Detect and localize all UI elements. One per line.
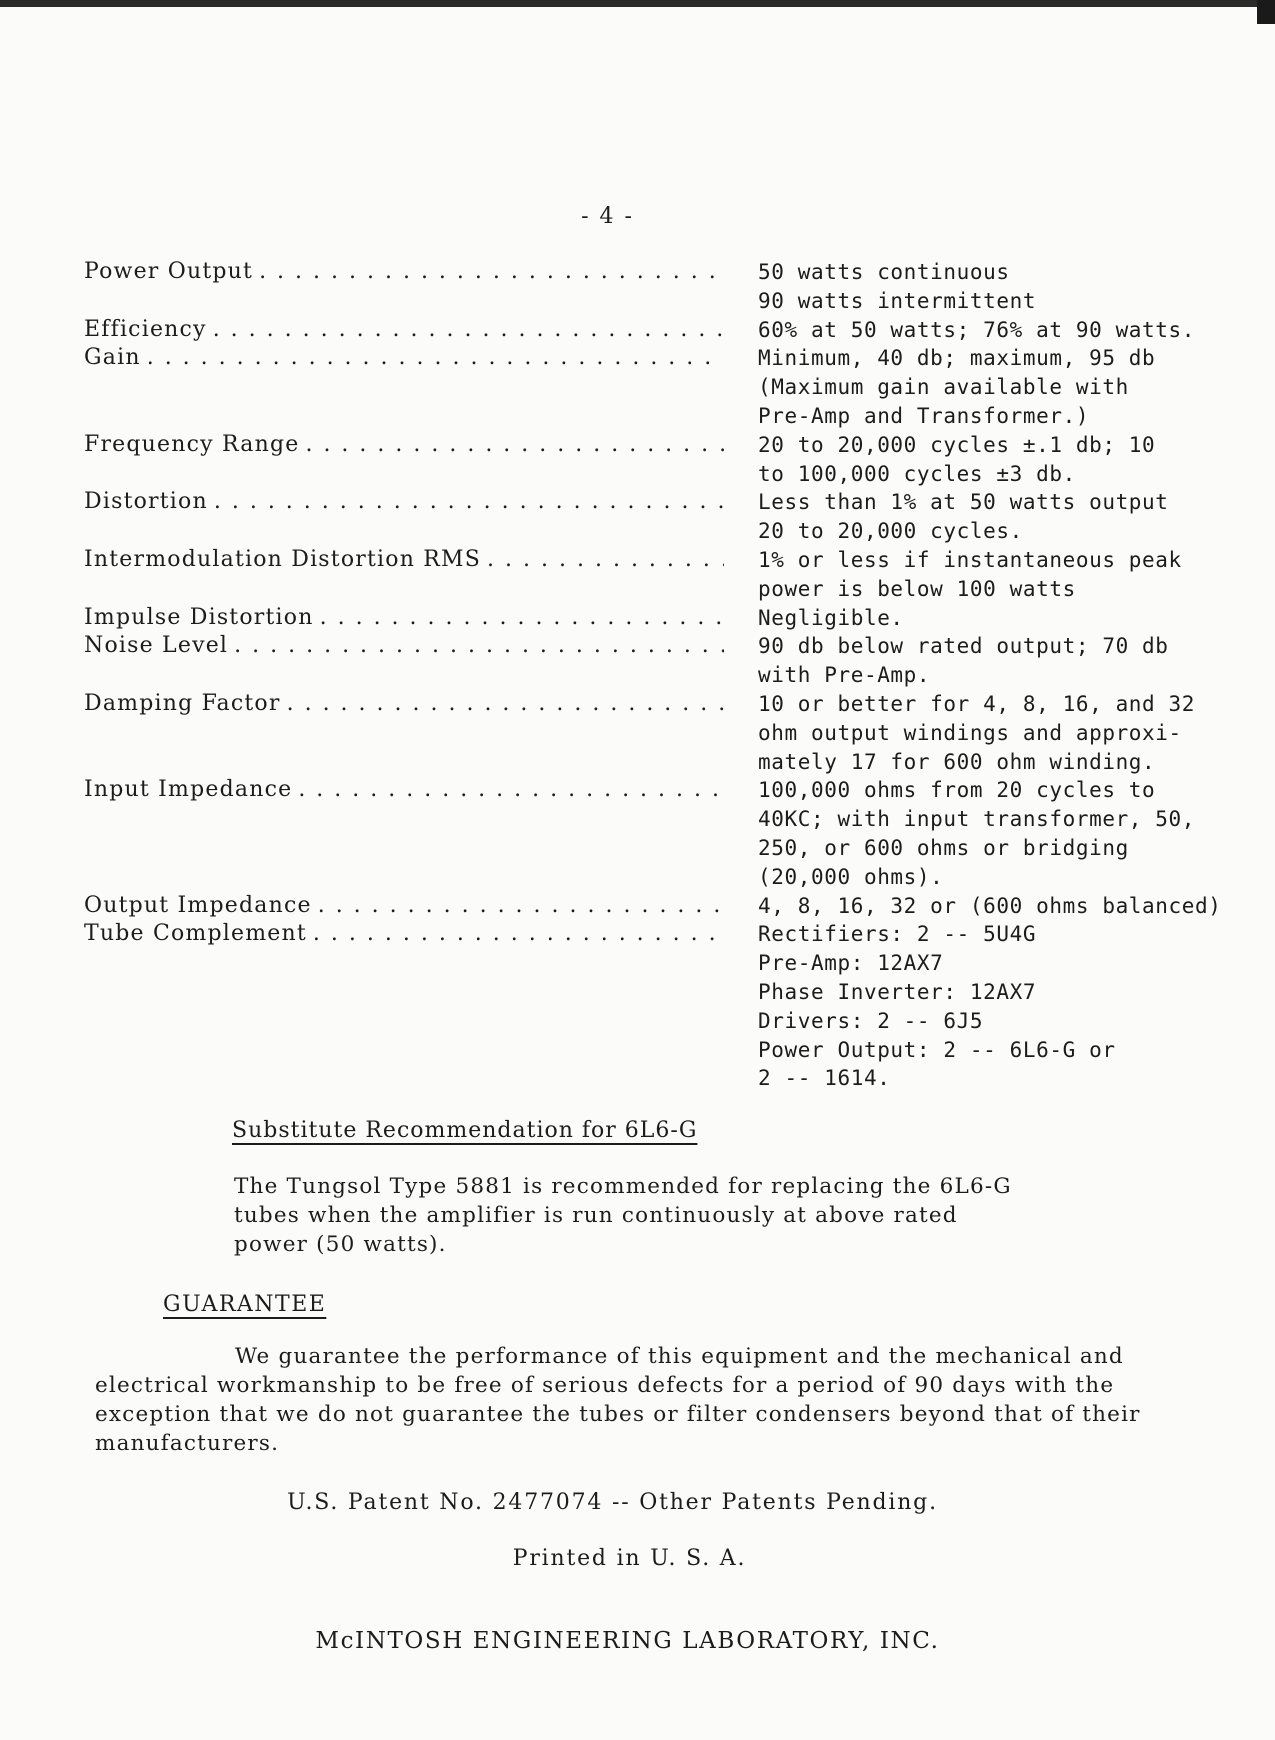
paragraph-line: electrical workmanship to be free of serious defects for a period of 90 days with the <box>95 1373 1115 1398</box>
spec-value-line: Drivers: 2 -- 6J5 <box>758 1008 984 1033</box>
spec-value-line: 50 watts continuous <box>758 260 1010 284</box>
scan-corner-edge <box>1257 0 1275 24</box>
leader-dots <box>318 892 724 921</box>
spec-value-line: 4, 8, 16, 32 or (600 ohms balanced) <box>758 893 1222 918</box>
spec-value-line: ohm output windings and approxi- <box>758 720 1182 745</box>
spec-value-line: 90 db below rated output; 70 db <box>758 634 1169 659</box>
substitute-paragraph <box>234 1172 1012 1259</box>
spec-value <box>758 776 1214 891</box>
spec-row <box>84 344 1214 430</box>
spec-value-line: 2 -- 1614. <box>758 1066 891 1091</box>
spec-value <box>758 892 1222 921</box>
spec-value-line: power is below 100 watts <box>758 576 1076 601</box>
spec-row <box>84 632 1214 690</box>
leader-dots <box>305 431 724 460</box>
paragraph-line: exception that we do not guarantee the tubes or filter condensers beyond that of their <box>95 1402 1141 1427</box>
spec-label: Noise Level <box>84 633 229 659</box>
guarantee-paragraph <box>95 1342 1141 1458</box>
spec-value-line: 250, or 600 ohms or bridging <box>758 835 1129 860</box>
spec-label: Intermodulation Distortion RMS <box>84 546 482 572</box>
spec-value-line: 40KC; with input transformer, 50, <box>758 807 1196 832</box>
leader-dots <box>320 604 724 633</box>
spec-value <box>758 488 1214 546</box>
paragraph-line: We guarantee the performance of this equipment and the mechanical and <box>235 1344 1124 1369</box>
spec-value-line: 90 watts intermittent <box>758 288 1037 313</box>
guarantee-heading: GUARANTEE <box>163 1292 327 1317</box>
spec-value-line: 20 to 20,000 cycles ±.1 db; 10 <box>758 432 1156 457</box>
spec-value-line: Pre-Amp and Transformer.) <box>758 403 1090 428</box>
leader-dots <box>234 632 724 661</box>
spec-label: Gain <box>84 345 141 371</box>
spec-value-line: Pre-Amp: 12AX7 <box>758 951 944 976</box>
spec-value <box>758 258 1214 316</box>
spec-value <box>758 316 1214 345</box>
company-name: McINTOSH ENGINEERING LABORATORY, INC. <box>315 1628 940 1654</box>
spec-row <box>84 316 1214 345</box>
leader-dots <box>147 344 724 373</box>
leader-dots <box>259 258 724 287</box>
spec-label: Impulse Distortion <box>84 604 314 630</box>
leader-dots <box>313 920 724 949</box>
scan-top-edge <box>0 0 1275 7</box>
leader-dots <box>213 316 724 345</box>
spec-value-line: (20,000 ohms). <box>758 864 944 889</box>
spec-value <box>758 546 1214 604</box>
spec-value-line: Rectifiers: 2 -- 5U4G <box>758 922 1037 947</box>
spec-label: Distortion <box>84 489 208 515</box>
spec-value-line: 20 to 20,000 cycles. <box>758 519 1023 544</box>
spec-label: Frequency Range <box>84 431 300 457</box>
spec-row <box>84 604 1214 633</box>
paragraph-line: tubes when the amplifier is run continuously at above rated <box>234 1203 958 1228</box>
spec-label: Input Impedance <box>84 777 293 803</box>
spec-label: Tube Complement <box>84 921 307 947</box>
printed-line: Printed in U. S. A. <box>512 1546 747 1571</box>
page-number: - 4 - <box>581 204 634 229</box>
spec-value-line: with Pre-Amp. <box>758 663 931 688</box>
leader-dots <box>298 776 724 805</box>
spec-row <box>84 920 1214 1093</box>
spec-row <box>84 546 1214 604</box>
spec-value-line: mately 17 for 600 ohm winding. <box>758 749 1156 774</box>
spec-value <box>758 604 1214 633</box>
spec-value <box>758 920 1214 1093</box>
spec-value-line: Less than 1% at 50 watts output <box>758 490 1169 515</box>
paragraph-line: The Tungsol Type 5881 is recommended for replacing the 6L6-G <box>234 1174 1012 1199</box>
paragraph-line: power (50 watts). <box>234 1232 447 1257</box>
spec-value-line: 60% at 50 watts; 76% at 90 watts. <box>758 317 1196 342</box>
spec-row <box>84 690 1214 776</box>
spec-value <box>758 344 1214 430</box>
spec-label: Damping Factor <box>84 690 281 716</box>
spec-value-line: Power Output: 2 -- 6L6-G or <box>758 1037 1116 1062</box>
spec-value-line: Phase Inverter: 12AX7 <box>758 979 1037 1004</box>
spec-label: Output Impedance <box>84 892 312 918</box>
spec-label: Power Output <box>84 259 254 284</box>
spec-value-line: Negligible. <box>758 605 904 630</box>
spec-row <box>84 258 1214 316</box>
spec-value-line: Minimum, 40 db; maximum, 95 db <box>758 346 1156 371</box>
leader-dots <box>487 546 724 575</box>
spec-value <box>758 431 1214 489</box>
spec-value <box>758 632 1214 690</box>
paragraph-line: manufacturers. <box>95 1431 280 1456</box>
spec-row <box>84 776 1214 891</box>
spec-value <box>758 690 1214 776</box>
spec-value-line: 100,000 ohms from 20 cycles to <box>758 778 1156 803</box>
spec-value-line: to 100,000 cycles ±3 db. <box>758 461 1076 486</box>
spec-value-line: 10 or better for 4, 8, 16, and 32 <box>758 691 1196 716</box>
spec-table <box>84 258 1222 1093</box>
spec-label: Efficiency <box>84 316 207 342</box>
spec-value-line: (Maximum gain available with <box>758 375 1129 400</box>
substitute-heading: Substitute Recommendation for 6L6-G <box>232 1118 698 1143</box>
leader-dots <box>214 488 724 517</box>
leader-dots <box>287 690 724 719</box>
spec-value-line: 1% or less if instantaneous peak <box>758 547 1182 572</box>
spec-row <box>84 892 1222 921</box>
patent-line: U.S. Patent No. 2477074 -- Other Patents Pending. <box>287 1490 938 1515</box>
spec-row <box>84 431 1214 489</box>
spec-row <box>84 488 1214 546</box>
